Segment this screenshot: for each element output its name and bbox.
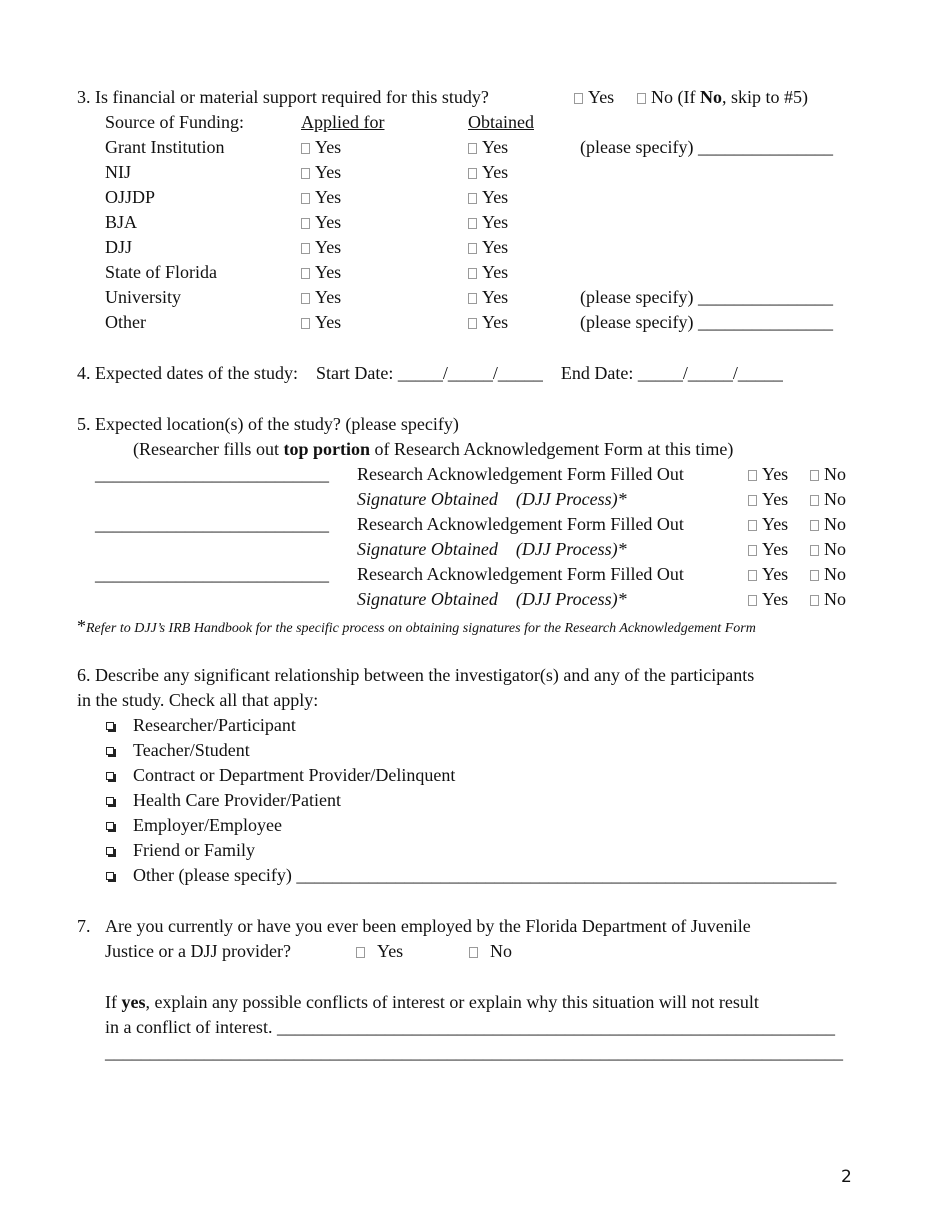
checkbox-icon <box>468 218 477 229</box>
relationship-option-label: Employer/Employee <box>133 815 282 835</box>
funding-source: University <box>105 287 181 307</box>
q7-number: 7. <box>77 916 91 936</box>
checkbox-icon <box>301 193 310 204</box>
obtained-yes-option-label: Yes <box>482 287 509 307</box>
q3-yes-option[interactable]: Yes <box>574 86 614 108</box>
checkbox-icon <box>810 545 819 556</box>
applied-yes-option-label: Yes <box>315 187 342 207</box>
funding-source: State of Florida <box>105 262 217 282</box>
q5-question: 5. Expected location(s) of the study? (please specify) <box>77 414 459 434</box>
checkbox-icon <box>810 470 819 481</box>
signature-obtained-label: Signature Obtained (DJJ Process)* <box>357 539 627 559</box>
col-obtained-header: Obtained <box>468 112 534 132</box>
checkbox-icon <box>301 268 310 279</box>
obtained-yes-option[interactable] <box>468 286 508 308</box>
checkbox-icon[interactable] <box>106 797 114 805</box>
applied-yes-option[interactable] <box>301 236 341 258</box>
q7-explain-line1: If yes, explain any possible conflicts of interest or explain why this situation will not result <box>105 992 759 1012</box>
col-applied-header: Applied for <box>301 112 385 132</box>
checkbox-icon[interactable] <box>106 872 114 880</box>
relationship-option-label: Other (please specify) ____________________________________________________________ <box>133 865 837 885</box>
signature-no-option-label: No <box>824 589 846 609</box>
q6-question-line2: in the study. Check all that apply: <box>77 690 319 710</box>
q6-question-line1: 6. Describe any significant relationship between the investigator(s) and any of the participants <box>77 665 755 685</box>
checkbox-icon <box>469 947 478 958</box>
form-no-option[interactable] <box>810 563 846 585</box>
signature-no-option[interactable] <box>810 538 846 560</box>
q5-instruction: (Researcher fills out top portion of Research Acknowledgement Form at this time) <box>133 439 734 459</box>
checkbox-icon <box>748 520 757 531</box>
form-yes-option-label: Yes <box>762 514 789 534</box>
checkbox-icon <box>748 570 757 581</box>
signature-no-option-label: No <box>824 489 846 509</box>
applied-yes-option-label: Yes <box>315 137 342 157</box>
checkbox-icon <box>468 268 477 279</box>
obtained-yes-option-label: Yes <box>482 237 509 257</box>
checkbox-icon <box>468 143 477 154</box>
relationship-option-label: Contract or Department Provider/Delinquent <box>133 765 456 785</box>
obtained-yes-option-label: Yes <box>482 262 509 282</box>
q5-footnote: *Refer to DJJ’s IRB Handbook for the specific process on obtaining signatures for the Research Acknowledgement Form <box>77 616 756 636</box>
obtained-yes-option[interactable] <box>468 261 508 283</box>
signature-yes-option-label: Yes <box>762 539 789 559</box>
checkbox-icon[interactable] <box>106 847 114 855</box>
applied-yes-option[interactable] <box>301 261 341 283</box>
location-blank[interactable]: __________________________ <box>95 514 329 534</box>
signature-no-option[interactable] <box>810 488 846 510</box>
checkbox-icon[interactable] <box>106 822 114 830</box>
q7-explain-line2[interactable]: in a conflict of interest. ______________________________________________________________ <box>105 1017 835 1037</box>
funding-source: Grant Institution <box>105 137 225 157</box>
obtained-yes-option[interactable] <box>468 211 508 233</box>
obtained-yes-option[interactable] <box>468 186 508 208</box>
funding-source: BJA <box>105 212 138 232</box>
checkbox-icon[interactable] <box>106 747 114 755</box>
checkbox-icon[interactable] <box>106 772 114 780</box>
checkbox-icon <box>810 570 819 581</box>
form-no-option-label: No <box>824 564 846 584</box>
relationship-option-label: Health Care Provider/Patient <box>133 790 341 810</box>
checkbox-icon[interactable] <box>106 722 114 730</box>
applied-yes-option[interactable] <box>301 211 341 233</box>
form-no-option-label: No <box>824 464 846 484</box>
form-no-option[interactable] <box>810 463 846 485</box>
obtained-yes-option[interactable] <box>468 236 508 258</box>
form-yes-option-label: Yes <box>762 564 789 584</box>
checkbox-icon <box>810 520 819 531</box>
signature-yes-option[interactable] <box>748 488 788 510</box>
checkbox-icon <box>301 168 310 179</box>
funding-source: Other <box>105 312 146 332</box>
form-filled-label: Research Acknowledgement Form Filled Out <box>357 564 684 584</box>
checkbox-icon <box>468 293 477 304</box>
applied-yes-option-label: Yes <box>315 237 342 257</box>
form-filled-label: Research Acknowledgement Form Filled Out <box>357 514 684 534</box>
checkbox-icon <box>301 243 310 254</box>
form-yes-option[interactable] <box>748 463 788 485</box>
checkbox-icon <box>748 595 757 606</box>
form-no-option[interactable] <box>810 513 846 535</box>
signature-yes-option-label: Yes <box>762 489 789 509</box>
checkbox-icon <box>301 218 310 229</box>
page-number: 2 <box>841 1167 852 1187</box>
relationship-option-label: Friend or Family <box>133 840 255 860</box>
funding-source: NIJ <box>105 162 131 182</box>
applied-yes-option-label: Yes <box>315 212 342 232</box>
q7-yes-option[interactable]: Yes <box>356 940 403 962</box>
form-yes-option-label: Yes <box>762 464 789 484</box>
obtained-yes-option[interactable] <box>468 311 508 333</box>
q3-no-option[interactable]: No (If No, skip to #5) <box>637 86 808 108</box>
checkbox-icon <box>574 93 583 104</box>
obtained-yes-option-label: Yes <box>482 162 509 182</box>
q7-question-line1: Are you currently or have you ever been employed by the Florida Department of Juvenile <box>105 916 751 936</box>
please-specify-field[interactable]: (please specify) _______________ <box>580 137 833 157</box>
funding-source: OJJDP <box>105 187 156 207</box>
q7-question-line2: Justice or a DJJ provider? <box>105 941 291 961</box>
signature-no-option[interactable] <box>810 588 846 610</box>
applied-yes-option[interactable] <box>301 311 341 333</box>
signature-obtained-label: Signature Obtained (DJJ Process)* <box>357 489 627 509</box>
applied-yes-option-label: Yes <box>315 262 342 282</box>
obtained-yes-option-label: Yes <box>482 187 509 207</box>
q7-no-option[interactable]: No <box>469 940 512 962</box>
signature-yes-option[interactable] <box>748 588 788 610</box>
checkbox-icon <box>468 193 477 204</box>
checkbox-icon <box>468 168 477 179</box>
checkbox-icon <box>468 318 477 329</box>
checkbox-icon <box>810 595 819 606</box>
form-yes-option[interactable] <box>748 563 788 585</box>
checkbox-icon <box>468 243 477 254</box>
obtained-yes-option-label: Yes <box>482 312 509 332</box>
applied-yes-option[interactable] <box>301 286 341 308</box>
checkbox-icon <box>748 495 757 506</box>
signature-obtained-label: Signature Obtained (DJJ Process)* <box>357 589 627 609</box>
checkbox-icon <box>356 947 365 958</box>
signature-no-option-label: No <box>824 539 846 559</box>
relationship-option-label: Researcher/Participant <box>133 715 296 735</box>
signature-yes-option[interactable] <box>748 538 788 560</box>
q4-dates[interactable]: 4. Expected dates of the study: Start Date: _____/_____/_____ End Date: _____/_____/_____ <box>77 363 783 383</box>
checkbox-icon <box>810 495 819 506</box>
location-blank[interactable]: __________________________ <box>95 564 329 584</box>
obtained-yes-option[interactable] <box>468 161 508 183</box>
location-blank[interactable]: __________________________ <box>95 464 329 484</box>
checkbox-icon <box>301 143 310 154</box>
form-no-option-label: No <box>824 514 846 534</box>
signature-yes-option-label: Yes <box>762 589 789 609</box>
relationship-option-label: Teacher/Student <box>133 740 250 760</box>
obtained-yes-option[interactable] <box>468 136 508 158</box>
applied-yes-option[interactable] <box>301 186 341 208</box>
checkbox-icon <box>301 318 310 329</box>
applied-yes-option[interactable] <box>301 161 341 183</box>
checkbox-icon <box>637 93 646 104</box>
q3-question: 3. Is financial or material support required for this study? <box>77 87 489 107</box>
applied-yes-option-label: Yes <box>315 287 342 307</box>
form-filled-label: Research Acknowledgement Form Filled Out <box>357 464 684 484</box>
applied-yes-option-label: Yes <box>315 312 342 332</box>
funding-source: DJJ <box>105 237 133 257</box>
applied-yes-option[interactable] <box>301 136 341 158</box>
please-specify-field[interactable]: (please specify) _______________ <box>580 312 833 332</box>
obtained-yes-option-label: Yes <box>482 137 509 157</box>
checkbox-icon <box>301 293 310 304</box>
source-funding-label: Source of Funding: <box>105 112 244 132</box>
form-yes-option[interactable] <box>748 513 788 535</box>
applied-yes-option-label: Yes <box>315 162 342 182</box>
checkbox-icon <box>748 470 757 481</box>
checkbox-icon <box>748 545 757 556</box>
please-specify-field[interactable]: (please specify) _______________ <box>580 287 833 307</box>
obtained-yes-option-label: Yes <box>482 212 509 232</box>
q7-explain-line3[interactable]: __________________________________________________________________________________ <box>105 1042 843 1062</box>
